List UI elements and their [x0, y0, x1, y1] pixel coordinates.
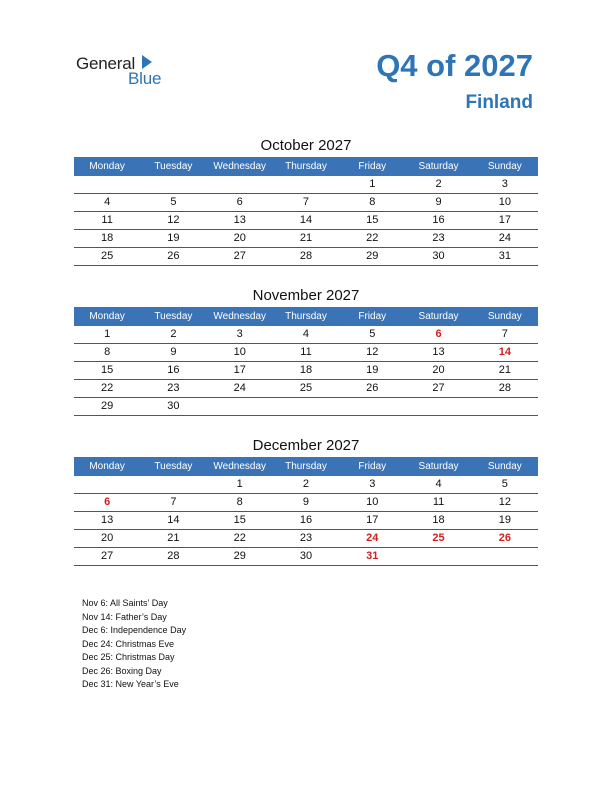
day-cell: 3: [236, 328, 243, 340]
day-cell: 10: [233, 346, 246, 358]
day-cell: 19: [498, 514, 511, 526]
day-cell: 11: [432, 496, 445, 508]
day-cell: 8: [236, 496, 243, 508]
day-cell: 25: [299, 382, 313, 394]
page-title: Q4 of 2027: [376, 48, 533, 83]
day-cell: 4: [104, 196, 111, 208]
generalblue-logo: [76, 54, 176, 88]
day-cell: 5: [369, 328, 376, 340]
day-cell: 30: [432, 250, 445, 262]
week-row: [74, 194, 538, 212]
day-cell: 1: [369, 178, 376, 190]
day-cell: 25: [101, 250, 114, 262]
day-cell: 20: [432, 364, 445, 376]
day-cell: 25: [432, 532, 445, 544]
day-cell: 9: [435, 196, 442, 208]
day-cell: 30: [167, 400, 180, 412]
day-cell: 2: [435, 178, 442, 190]
weekday-label: Wednesday: [213, 161, 267, 172]
day-cell: 17: [498, 214, 511, 226]
weekday-label: Saturday: [418, 311, 459, 322]
day-cell: 22: [366, 232, 379, 244]
weekday-label: Tuesday: [154, 311, 193, 322]
day-cell: 12: [366, 346, 379, 358]
day-cell: 24: [233, 382, 246, 394]
day-cell: 27: [432, 382, 445, 394]
day-cell: 22: [101, 382, 114, 394]
day-cell: [405, 548, 471, 565]
weekday-label: Sunday: [487, 161, 522, 172]
day-cell: 24: [366, 532, 379, 544]
day-cell: 26: [498, 532, 511, 544]
month-calendar: [74, 285, 538, 416]
day-cell: 2: [170, 328, 177, 340]
day-cell: [140, 476, 206, 493]
weekday-label: Sunday: [487, 311, 522, 322]
day-cell: 21: [498, 364, 511, 376]
day-cell: 16: [167, 364, 180, 376]
day-cell: 20: [233, 232, 246, 244]
day-cell: 16: [432, 214, 445, 226]
day-cell: 29: [366, 250, 379, 262]
week-row: [74, 326, 538, 344]
day-cell: 15: [233, 514, 246, 526]
day-cell: 30: [299, 550, 313, 562]
day-cell: 28: [167, 550, 180, 562]
day-cell: 19: [167, 232, 180, 244]
weekday-header: [74, 307, 538, 326]
day-cell: 3: [501, 178, 508, 190]
day-cell: 21: [167, 532, 180, 544]
day-cell: 31: [498, 250, 511, 262]
day-cell: 6: [236, 196, 243, 208]
week-row: [74, 530, 538, 548]
day-cell: 21: [299, 232, 313, 244]
day-cell: 10: [498, 196, 511, 208]
day-cell: 15: [101, 364, 114, 376]
day-cell: 11: [101, 214, 113, 226]
month-title: December 2027: [252, 437, 360, 454]
weekday-header: [74, 457, 538, 476]
holiday-notes: [82, 597, 186, 692]
day-cell: 26: [167, 250, 180, 262]
month-title: October 2027: [260, 137, 352, 154]
day-cell: 14: [299, 214, 313, 226]
day-cell: 27: [101, 550, 114, 562]
holiday-note: Nov 14: Father’s Day: [82, 611, 167, 622]
day-cell: 16: [299, 514, 313, 526]
day-cell: 15: [366, 214, 379, 226]
day-cell: 7: [302, 196, 310, 208]
weekday-header: [74, 157, 538, 176]
weekday-label: Wednesday: [213, 311, 267, 322]
day-cell: 6: [435, 328, 442, 340]
day-cell: [273, 398, 339, 415]
weekday-label: Tuesday: [154, 161, 193, 172]
day-cell: [74, 176, 140, 193]
day-cell: 28: [299, 250, 313, 262]
day-cell: [405, 398, 471, 415]
day-cell: [207, 398, 273, 415]
day-cell: 20: [101, 532, 114, 544]
weekday-label: Thursday: [285, 461, 327, 472]
day-cell: [472, 398, 538, 415]
day-cell: 28: [498, 382, 511, 394]
week-row: [74, 344, 538, 362]
weekday-label: Saturday: [418, 161, 459, 172]
weekday-label: Monday: [89, 161, 125, 172]
holiday-note: Dec 24: Christmas Eve: [82, 638, 175, 649]
day-cell: 5: [170, 196, 177, 208]
day-cell: 18: [299, 364, 313, 376]
day-cell: 29: [233, 550, 246, 562]
day-cell: 10: [366, 496, 379, 508]
week-row: [74, 398, 538, 416]
day-cell: 1: [104, 328, 111, 340]
day-cell: 9: [302, 496, 310, 508]
weekday-label: Monday: [89, 311, 125, 322]
holiday-note: Dec 31: New Year’s Eve: [82, 679, 179, 689]
day-cell: 7: [170, 496, 177, 508]
country-name: Finland: [465, 92, 533, 113]
day-cell: 23: [299, 532, 313, 544]
week-row: [74, 512, 538, 530]
weekday-label: Friday: [358, 461, 387, 472]
day-cell: 3: [369, 478, 376, 490]
day-cell: 8: [104, 346, 111, 358]
week-row: [74, 230, 538, 248]
day-cell: 4: [302, 328, 310, 340]
month-calendar: [74, 135, 538, 266]
day-cell: 23: [167, 382, 180, 394]
weekday-label: Friday: [358, 161, 387, 172]
day-cell: 24: [498, 232, 511, 244]
weekday-label: Wednesday: [213, 461, 267, 472]
day-cell: 14: [167, 514, 180, 526]
day-cell: 9: [170, 346, 177, 358]
week-row: [74, 380, 538, 398]
day-cell: 1: [236, 478, 243, 490]
week-row: [74, 548, 538, 566]
week-row: [74, 176, 538, 194]
holiday-note: Dec 6: Independence Day: [82, 625, 187, 635]
day-cell: 27: [233, 250, 246, 262]
day-cell: 11: [300, 346, 312, 358]
week-row: [74, 212, 538, 230]
day-cell: 14: [498, 346, 511, 358]
day-cell: 8: [369, 196, 376, 208]
day-cell: 7: [501, 328, 508, 340]
week-row: [74, 476, 538, 494]
day-cell: 31: [366, 550, 379, 562]
week-row: [74, 362, 538, 380]
weekday-label: Sunday: [487, 461, 522, 472]
day-cell: 29: [101, 400, 114, 412]
day-cell: 18: [432, 514, 445, 526]
day-cell: 23: [432, 232, 445, 244]
holiday-note: Dec 26: Boxing Day: [82, 665, 162, 676]
week-row: [74, 248, 538, 266]
month-title: November 2027: [252, 287, 360, 304]
day-cell: 6: [104, 496, 111, 508]
holiday-note: Nov 6: All Saints’ Day: [82, 598, 168, 608]
day-cell: 4: [435, 478, 442, 490]
day-cell: 19: [366, 364, 379, 376]
day-cell: [140, 176, 206, 193]
day-cell: 12: [498, 496, 511, 508]
day-cell: 13: [233, 214, 246, 226]
day-cell: 13: [101, 514, 114, 526]
day-cell: [207, 176, 273, 193]
day-cell: 12: [167, 214, 180, 226]
day-cell: [74, 476, 140, 493]
logo-word-blue: Blue: [128, 69, 162, 88]
weekday-label: Monday: [89, 461, 125, 472]
day-cell: 26: [366, 382, 379, 394]
day-cell: 2: [302, 478, 310, 490]
week-row: [74, 494, 538, 512]
weekday-label: Thursday: [285, 311, 327, 322]
day-cell: 17: [366, 514, 379, 526]
weekday-label: Thursday: [285, 161, 327, 172]
day-cell: [339, 398, 405, 415]
day-cell: [273, 176, 339, 193]
day-cell: [472, 548, 538, 565]
holiday-note: Dec 25: Christmas Day: [82, 652, 175, 662]
day-cell: 18: [101, 232, 114, 244]
day-cell: 13: [432, 346, 445, 358]
logo-word-general: General: [76, 54, 136, 73]
weekday-label: Tuesday: [154, 461, 193, 472]
day-cell: 17: [233, 364, 246, 376]
logo-triangle-icon: [142, 55, 152, 69]
weekday-label: Friday: [358, 311, 387, 322]
month-calendar: [74, 435, 538, 566]
weekday-label: Saturday: [418, 461, 459, 472]
day-cell: 22: [233, 532, 246, 544]
day-cell: 5: [501, 478, 508, 490]
